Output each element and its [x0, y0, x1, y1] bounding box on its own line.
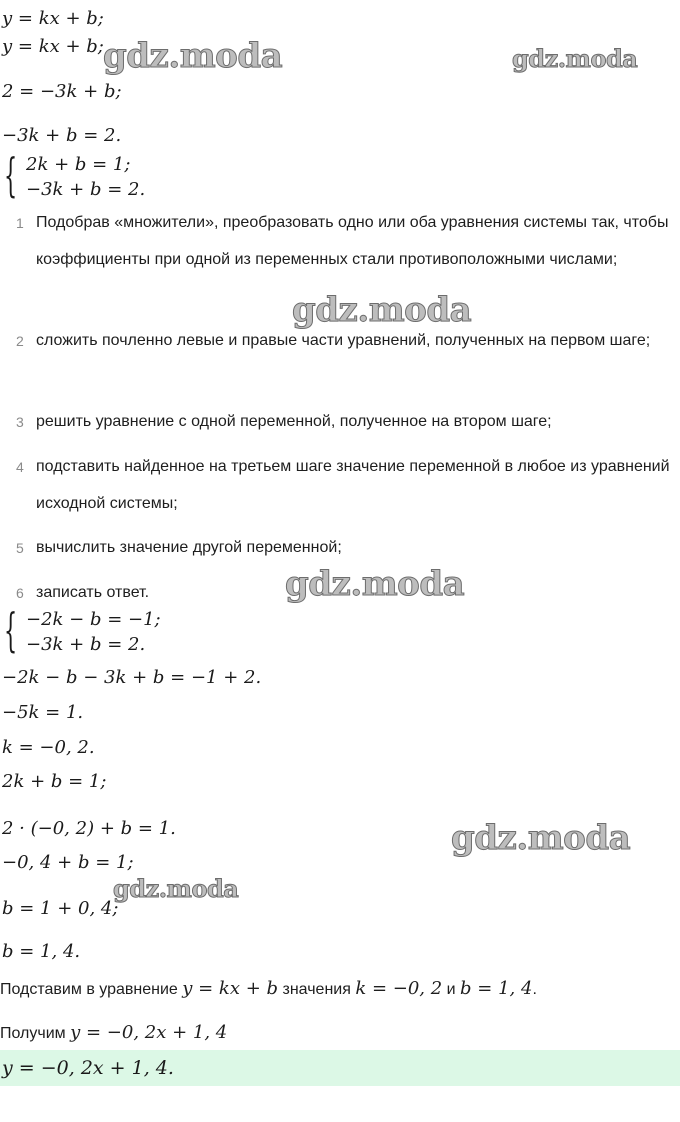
- text-fragment: Получим: [0, 1025, 71, 1042]
- step-number: 4: [16, 459, 24, 475]
- brace-icon: {: [4, 603, 18, 657]
- system-row: −3k + b = 2.: [26, 179, 146, 200]
- system-row: −3k + b = 2.: [26, 634, 146, 655]
- answer-box: [0, 1050, 680, 1086]
- equation-line: 2 = −3k + b;: [2, 81, 122, 102]
- step-text: записать ответ.: [36, 584, 150, 601]
- step-text: Подобрав «множители», преобразовать одно или оба уравнения системы так, чтобы коэффициенты при одной из переменных стали противоположными числами;: [36, 214, 669, 268]
- step-number: 5: [16, 540, 24, 556]
- result-text: [0, 1022, 227, 1045]
- substitution-text: [0, 978, 537, 1001]
- inline-math: y = kx + b: [182, 978, 279, 999]
- inline-math: b = 1, 4: [460, 978, 533, 999]
- text-fragment: и: [442, 981, 461, 998]
- step-text: решить уравнение с одной переменной, полученное на втором шаге;: [36, 413, 552, 430]
- system-row: −2k − b = −1;: [26, 609, 161, 630]
- equation-line: −2k − b − 3k + b = −1 + 2.: [2, 667, 262, 688]
- answer-math: y = −0, 2x + 1, 4.: [2, 1057, 174, 1079]
- text-fragment: .: [532, 981, 537, 998]
- step-text: подставить найденное на третьем шаге значение переменной в любое из уравнений исходной системы;: [36, 458, 670, 512]
- text-fragment: значения: [278, 981, 356, 998]
- brace-icon: {: [4, 148, 18, 202]
- equation-line: k = −0, 2.: [2, 737, 95, 758]
- step-number: 1: [16, 215, 24, 231]
- inline-math: k = −0, 2: [355, 978, 443, 999]
- watermark: gdz.moda: [292, 290, 472, 330]
- equation-line: y = kx + b;: [2, 8, 104, 29]
- watermark: gdz.moda: [512, 44, 638, 73]
- equation-line: −3k + b = 2.: [2, 125, 122, 146]
- system-row: 2k + b = 1;: [26, 154, 131, 175]
- equation-line: b = 1, 4.: [2, 941, 81, 962]
- inline-math: y = −0, 2x + 1, 4: [70, 1022, 228, 1043]
- step-number: 6: [16, 585, 24, 601]
- step-text: сложить почленно левые и правые части уравнений, полученных на первом шаге;: [36, 332, 651, 349]
- step-number: 3: [16, 414, 24, 430]
- equation-line: 2k + b = 1;: [2, 771, 107, 792]
- step-text: вычислить значение другой переменной;: [36, 539, 342, 556]
- step-number: 2: [16, 333, 24, 349]
- equation-line: b = 1 + 0, 4;: [2, 898, 119, 919]
- text-fragment: Подставим в уравнение: [0, 981, 183, 998]
- equation-line: −0, 4 + b = 1;: [2, 852, 134, 873]
- equation-line: y = kx + b;: [2, 36, 104, 57]
- watermark: gdz.moda: [451, 818, 631, 858]
- watermark: gdz.moda: [103, 36, 283, 76]
- watermark: gdz.moda: [113, 874, 239, 903]
- watermark: gdz.moda: [285, 564, 465, 604]
- equation-line: −5k = 1.: [2, 702, 84, 723]
- equation-line: 2 · (−0, 2) + b = 1.: [2, 818, 176, 839]
